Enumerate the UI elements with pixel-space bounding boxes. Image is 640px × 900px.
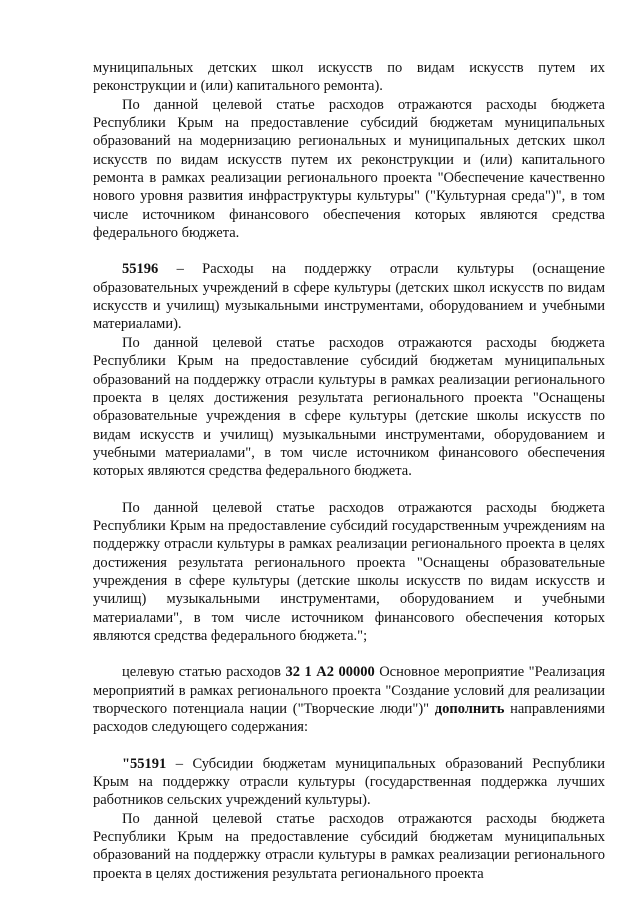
text-run: По данной целевой статье расходов отражаются расходы бюджета Республики Крым на предоставление субсидий бюджетам муниципальных образований на поддержку отрасли культуры в рамках реализации регионального проекта в целях достижения результата регионального проекта bbox=[93, 810, 605, 882]
bold-text-run: 55196 bbox=[122, 261, 159, 278]
document-paragraph bbox=[93, 810, 605, 883]
text-run: По данной целевой статье расходов отражаются расходы бюджета Республики Крым на предоставление субсидий государственным учреждениям на поддержку отрасли культуры в рамках реализации регионального проекта в целях достижения результата регионального проекта "Оснащены образовательные учреждения в сфере культуры (детские школы искусств по видам искусств и училищ) музыкальными инструментами, оборудованием и учебными материалами", в том числе источником финансового обеспечения которых являются средства федерального бюджета."; bbox=[93, 499, 605, 644]
paragraph-spacer bbox=[93, 737, 605, 755]
document-paragraph bbox=[93, 334, 605, 481]
text-run: направлениями расходов следующего содержания: bbox=[93, 701, 605, 736]
text-run: По данной целевой статье расходов отражаются расходы бюджета Республики Крым на предоставление субсидий бюджетам муниципальных образований на модернизацию региональных и муниципальных детских школ искусств по видам искусств путем их реконструкции и (или) капитального ремонта в рамках реализации регионального проекта "Обеспечение качественно нового уровня развития инфраструктуры культуры" ("Культурная среда")", в том числе источником финансового обеспечения которых являются средства федерального бюджета. bbox=[93, 96, 605, 242]
bold-text-run: 32 1 А2 00000 bbox=[285, 664, 375, 681]
paragraph-spacer bbox=[93, 481, 605, 499]
document-paragraph bbox=[93, 755, 605, 810]
document-paragraph bbox=[93, 499, 605, 646]
document-body bbox=[93, 59, 605, 883]
document-paragraph bbox=[93, 260, 605, 333]
document-paragraph bbox=[93, 59, 605, 96]
text-run: – Субсидии бюджетам муниципальных образований Республики Крым на поддержку отрасли культуры (государственная поддержка лучших работников сельских учреждений культуры). bbox=[93, 755, 605, 809]
document-paragraph bbox=[93, 663, 605, 736]
paragraph-spacer bbox=[93, 645, 605, 663]
text-run: целевую статью расходов bbox=[122, 664, 286, 681]
text-run: По данной целевой статье расходов отражаются расходы бюджета Республики Крым на предоставление субсидий бюджетам муниципальных образований на поддержку отрасли культуры в рамках реализации регионального проекта в целях достижения результата регионального проекта "Оснащены образовательные учреждения в сфере культуры (детские школы искусств по видам искусств и училищ) музыкальными инструментами, оборудованием и учебными материалами", в том числе источником финансового обеспечения которых являются средства федерального бюджета. bbox=[93, 334, 605, 480]
text-run: – Расходы на поддержку отрасли культуры (оснащение образовательных учреждений в сфере культуры (детских школ искусств по видам искусств и училищ) музыкальными инструментами, оборудованием и учебными материалами). bbox=[93, 261, 605, 333]
bold-text-run: "55191 bbox=[122, 755, 167, 772]
text-run: муниципальных детских школ искусств по видам искусств путем их реконструкции и (или) капитального ремонта). bbox=[93, 60, 605, 95]
document-paragraph bbox=[93, 96, 605, 243]
text-run: Основное мероприятие "Реализация мероприятий в рамках регионального проекта "Создание условий для реализации творческого потенциала нации ("Творческие люди")" bbox=[93, 664, 605, 717]
paragraph-spacer bbox=[93, 242, 605, 260]
bold-text-run: дополнить bbox=[434, 701, 505, 717]
